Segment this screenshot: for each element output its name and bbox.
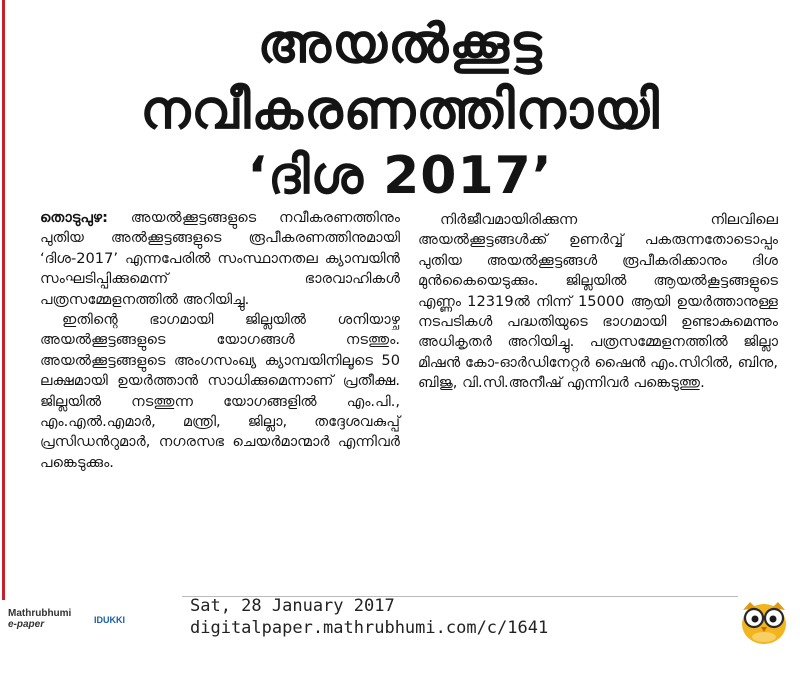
publication-date: Sat, 28 January 2017 (190, 596, 395, 616)
article-paragraph-1 (40, 208, 400, 310)
article-column-left (40, 208, 400, 473)
brand-subtitle: e-paper (8, 619, 45, 630)
headline-line-2: നവീകരണത്തിനായി (140, 78, 660, 141)
edition-label: IDUKKI (94, 615, 125, 625)
epaper-logo (8, 608, 178, 634)
paragraph-1-text: അയൽക്കൂട്ടങ്ങളുടെ നവീകരണത്തിനും പുതിയ അൽക്കൂട്ടങ്ങളുടെ രൂപീകരണത്തിനുമായി ‘ദിശ-2017’ എന്നപേരിൽ സംസ്ഥാനതല ക്യാമ്പയിൻ സംഘടിപ്പിക്കുമെന്ന് ഭാരവാഹികൾ പത്രസമ്മേളനത്തിൽ അറിയിച്ചു. (40, 209, 401, 308)
owl-mascot-icon (734, 594, 794, 646)
source-url: digitalpaper.mathrubhumi.com/c/1641 (190, 618, 549, 638)
dateline: തൊടുപുഴ: (40, 209, 108, 226)
article-paragraph-2: ഇതിന്റെ ഭാഗമായി ജില്ലയിൽ ശനിയാഴ്ച അയൽക്കൂട്ടങ്ങളുടെ യോഗങ്ങൾ നടത്തും. അയൽക്കൂട്ടങ്ങളുടെ അംഗസംഖ്യ ക്യാമ്പയിനിലൂടെ 50 ലക്ഷമായി ഉയർത്താൻ സാധിക്കുമെന്നാണ് പ്രതീക്ഷ. ജില്ലയിൽ നടത്തുന്ന യോഗങ്ങളിൽ എം.പി., എം.എൽ.എമാർ, മന്ത്രി, ജില്ലാ, തദ്ദേശവകുപ്പ് പ്രസിഡൻറുമാർ, നഗരസഭ ചെയർമാന്മാർ എന്നിവർ പങ്കെടുക്കും. (40, 311, 400, 471)
headline (0, 12, 800, 208)
article-column-right (418, 210, 778, 394)
headline-line-1: അയൽക്കൂട്ട (257, 12, 543, 75)
article-paragraph-3: നിർജീവമായിരിക്കുന്ന നിലവിലെ അയൽക്കൂട്ടങ്ങൾക്ക് ഉണർവ്വ് പകരുന്നതോടൊപ്പം പുതിയ അയൽക്കൂട്ടങ്ങൾ രൂപീകരിക്കാനും ദിശ മുൻകൈയെടുക്കും. ജില്ലയിൽ ആയൽകൂട്ടങ്ങളുടെ എണ്ണം 12319ൽ നിന്ന് 15000 ആയി ഉയർത്താനുള്ള നടപടികൾ പദ്ധതിയുടെ ഭാഗമായി ഉണ്ടാകുമെന്നും അധികൃതർ അറിയിച്ചു. പത്രസമ്മേളനത്തിൽ ജില്ലാ മിഷൻ കോ-ഓർഡിനേറ്റർ ഷൈൻ എം.സിറിൽ, ബിനു, ബിജു, വി.സി.അനീഷ് എന്നിവർ പങ്കെടുത്തു. (418, 211, 778, 392)
headline-line-3: ‘ദിശ 2017’ (247, 146, 553, 206)
brand-name: Mathrubhumi (8, 608, 72, 619)
